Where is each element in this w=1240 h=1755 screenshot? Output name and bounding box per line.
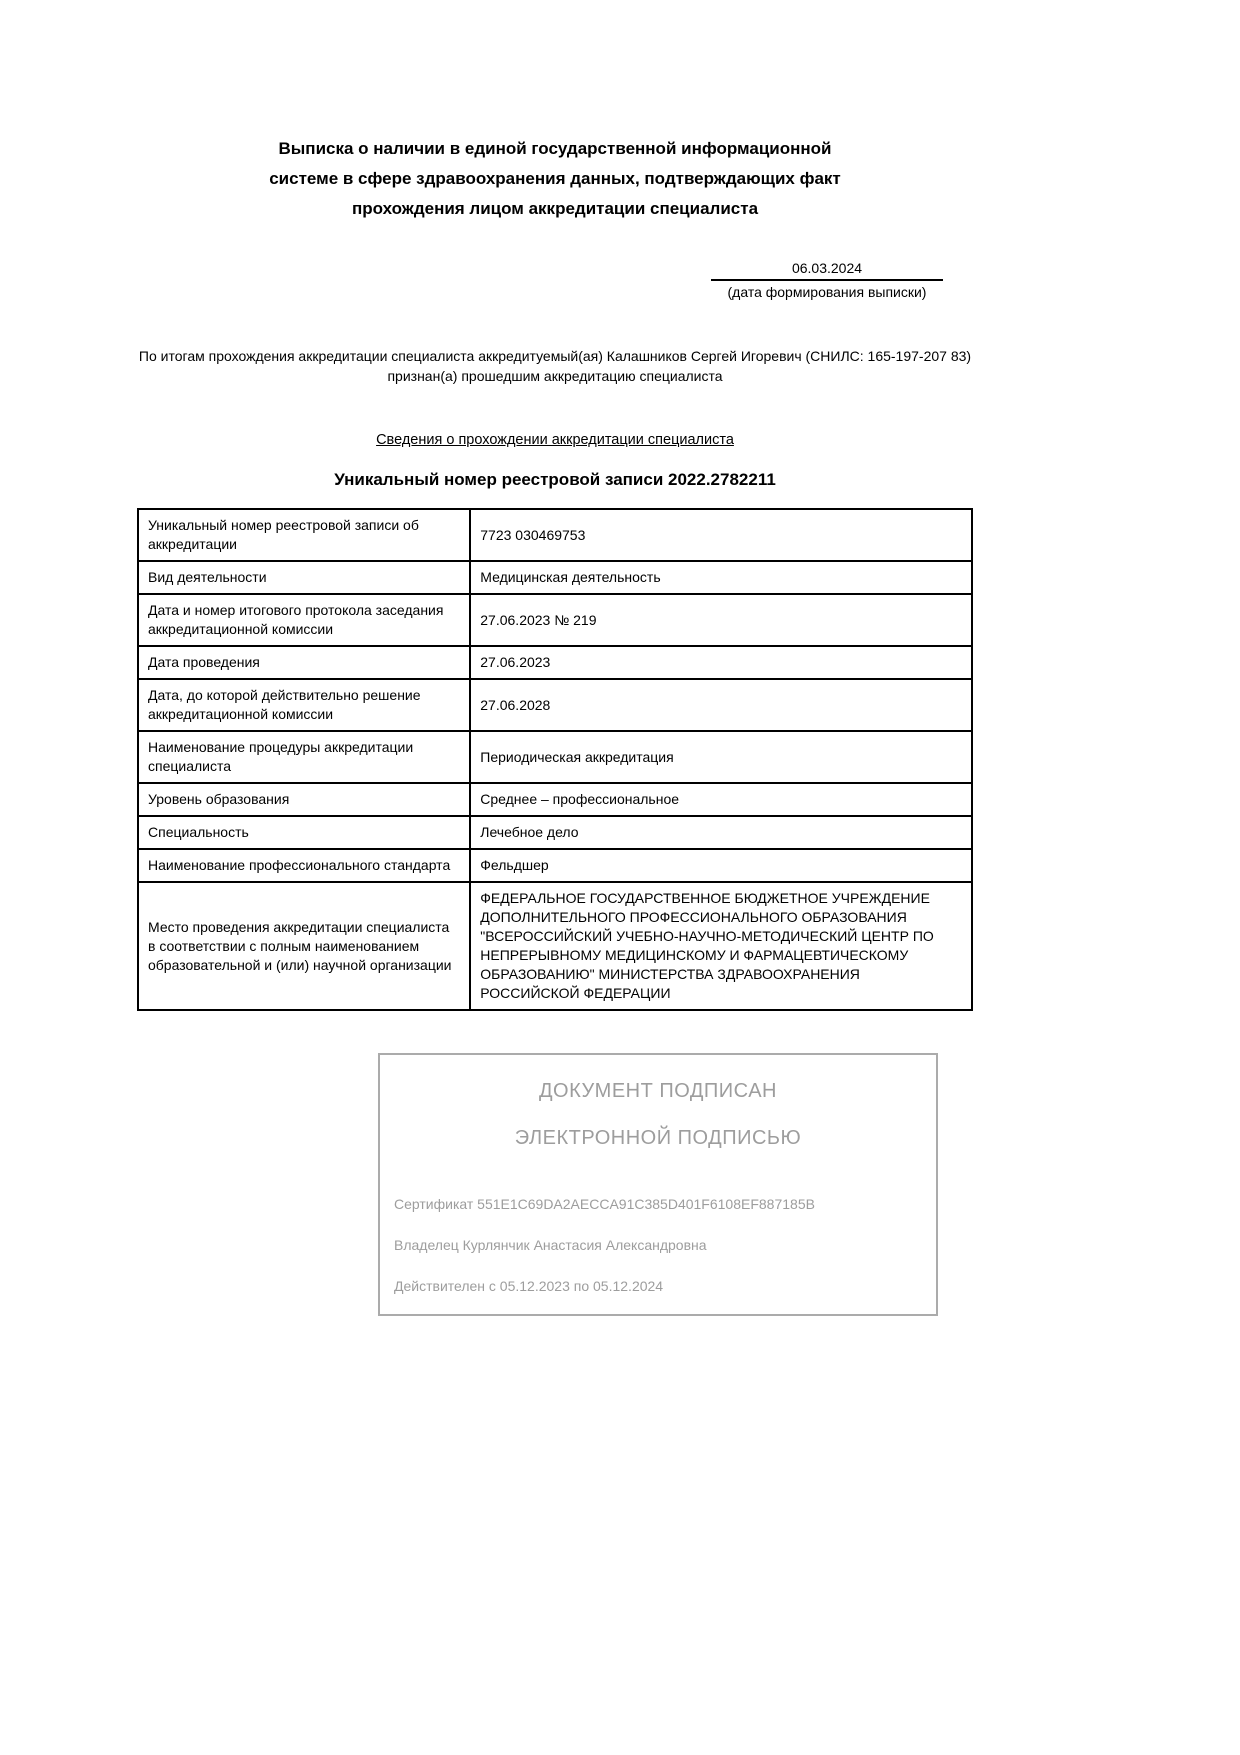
table-row	[138, 849, 972, 882]
table-row	[138, 882, 972, 1010]
accreditation-details-table	[137, 508, 973, 1011]
generation-date-value: 06.03.2024	[711, 260, 943, 281]
section-heading: Сведения о прохождении аккредитации специалиста	[376, 432, 734, 448]
table-row	[138, 679, 972, 731]
table-row	[138, 816, 972, 849]
table-row	[138, 594, 972, 646]
document-title	[137, 134, 973, 224]
signature-title-line1: ДОКУМЕНТ ПОДПИСАН	[539, 1080, 777, 1102]
table-row-value: Среднее – профессиональное	[470, 783, 972, 816]
document-title-line: Выписка о наличии в единой государственной информационной	[278, 139, 832, 158]
signature-stamp	[378, 1053, 938, 1316]
table-row-value: 27.06.2023 № 219	[470, 594, 972, 646]
table-row-value: ФЕДЕРАЛЬНОЕ ГОСУДАРСТВЕННОЕ БЮДЖЕТНОЕ УЧРЕЖДЕНИЕ ДОПОЛНИТЕЛЬНОГО ПРОФЕССИОНАЛЬНОГО ОБРАЗОВАНИЯ "ВСЕРОССИЙСКИЙ УЧЕБНО-НАУЧНО-МЕТОДИЧЕСКИЙ ЦЕНТР ПО НЕПРЕРЫВНОМУ МЕДИЦИНСКОМУ И ФАРМАЦЕВТИЧЕСКОМУ ОБРАЗОВАНИЮ" МИНИСТЕРСТВА ЗДРАВООХРАНЕНИЯ РОССИЙСКОЙ ФЕДЕРАЦИИ	[470, 882, 972, 1010]
table-row-value: Лечебное дело	[470, 816, 972, 849]
signature-certificate: Сертификат 551E1C69DA2AECCA91C385D401F6108EF887185B	[394, 1196, 815, 1212]
table-row-label: Наименование процедуры аккредитации специалиста	[138, 731, 470, 783]
summary-paragraph	[137, 346, 973, 386]
accreditation-table-body	[138, 509, 972, 1010]
table-row-value: Периодическая аккредитация	[470, 731, 972, 783]
table-row-label: Дата и номер итогового протокола заседания аккредитационной комиссии	[138, 594, 470, 646]
table-row	[138, 783, 972, 816]
generation-date-caption: (дата формирования выписки)	[727, 284, 927, 300]
table-row-value: 27.06.2028	[470, 679, 972, 731]
table-row	[138, 561, 972, 594]
table-row-value: Медицинская деятельность	[470, 561, 972, 594]
table-row-label: Вид деятельности	[138, 561, 470, 594]
signature-title-line2: ЭЛЕКТРОННОЙ ПОДПИСЬЮ	[514, 1127, 802, 1149]
table-row-label: Дата, до которой действительно решение аккредитационной комиссии	[138, 679, 470, 731]
table-row-label: Место проведения аккредитации специалиста в соответствии с полным наименованием образовательной и (или) научной организации	[138, 882, 470, 1010]
table-row-label: Уровень образования	[138, 783, 470, 816]
table-row-value: Фельдшер	[470, 849, 972, 882]
table-row-label: Специальность	[138, 816, 470, 849]
table-row-label: Наименование профессионального стандарта	[138, 849, 470, 882]
table-row	[138, 646, 972, 679]
registry-number-heading: Уникальный номер реестровой записи 2022.2782211	[334, 470, 776, 489]
table-row-value: 27.06.2023	[470, 646, 972, 679]
signature-details	[394, 1196, 922, 1294]
signature-owner: Владелец Курлянчик Анастасия Александровна	[394, 1237, 707, 1253]
table-row-label: Дата проведения	[138, 646, 470, 679]
signature-validity: Действителен с 05.12.2023 по 05.12.2024	[394, 1278, 664, 1294]
table-row-value: 7723 030469753	[470, 509, 972, 561]
table-row	[138, 509, 972, 561]
document-title-line: системе в сфере здравоохранения данных, подтверждающих факт	[269, 169, 841, 188]
table-row-label: Уникальный номер реестровой записи об аккредитации	[138, 509, 470, 561]
generation-date-block	[711, 260, 943, 300]
summary-line: По итогам прохождения аккредитации специалиста аккредитуемый(ая) Калашников Сергей Игоревич (СНИЛС: 165-197-207 83)	[138, 348, 972, 364]
document-title-line: прохождения лицом аккредитации специалиста	[351, 199, 759, 218]
summary-line: признан(а) прошедшим аккредитацию специалиста	[387, 368, 723, 384]
table-row	[138, 731, 972, 783]
document-content	[137, 134, 973, 1316]
